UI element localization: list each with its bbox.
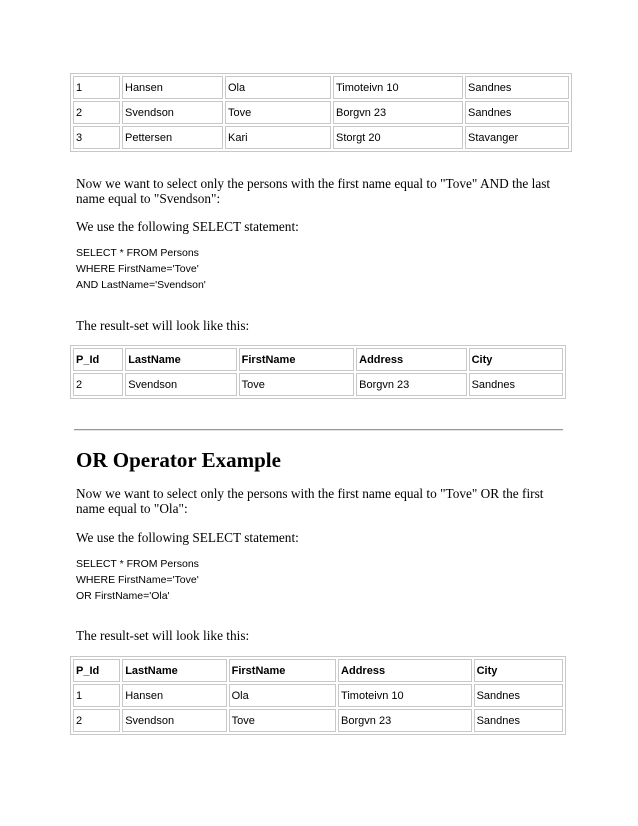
table-cell: 3: [73, 126, 120, 149]
table-cell: Sandnes: [469, 373, 563, 396]
table-row: [73, 126, 569, 149]
and-sql-code: [76, 245, 206, 293]
and-result-table: [70, 345, 566, 399]
table-cell: Sandnes: [465, 76, 569, 99]
table-cell: Tove: [225, 101, 331, 124]
column-header: FirstName: [229, 659, 336, 682]
or-result-table: [70, 656, 566, 735]
table-cell: Timoteivn 10: [333, 76, 463, 99]
section-heading: OR Operator Example: [76, 448, 281, 472]
column-header: City: [469, 348, 563, 371]
column-header: Address: [356, 348, 466, 371]
horizontal-rule: [74, 429, 563, 431]
table-cell: Sandnes: [465, 101, 569, 124]
table-cell: 2: [73, 373, 123, 396]
column-header: LastName: [122, 659, 226, 682]
table-row: [73, 709, 563, 732]
table-cell: Ola: [229, 684, 336, 707]
table-cell: 1: [73, 76, 120, 99]
or-sql-code: [76, 556, 199, 604]
table-cell: 1: [73, 684, 120, 707]
sql-line: AND LastName='Svendson': [76, 279, 206, 291]
table-cell: Sandnes: [474, 709, 563, 732]
table-cell: Svendson: [125, 373, 236, 396]
table-cell: Borgvn 23: [333, 101, 463, 124]
table-cell: Hansen: [122, 76, 223, 99]
column-header: P_Id: [73, 348, 123, 371]
table-row: [73, 101, 569, 124]
column-header: P_Id: [73, 659, 120, 682]
column-header: Address: [338, 659, 472, 682]
column-header: City: [474, 659, 563, 682]
table-cell: Storgt 20: [333, 126, 463, 149]
and-statement-intro: We use the following SELECT statement:: [76, 219, 299, 234]
table-cell: Borgvn 23: [356, 373, 466, 396]
table-cell: 2: [73, 101, 120, 124]
or-statement-intro: We use the following SELECT statement:: [76, 530, 299, 545]
table-cell: Kari: [225, 126, 331, 149]
sql-line: WHERE FirstName='Tove': [76, 263, 199, 275]
table-cell: Tove: [239, 373, 354, 396]
table-cell: Stavanger: [465, 126, 569, 149]
persons-table: [70, 73, 572, 152]
table-cell: Svendson: [122, 709, 226, 732]
column-header: FirstName: [239, 348, 354, 371]
table-cell: 2: [73, 709, 120, 732]
table-cell: Borgvn 23: [338, 709, 472, 732]
table-row: [73, 76, 569, 99]
table-cell: Timoteivn 10: [338, 684, 472, 707]
sql-line: SELECT * FROM Persons: [76, 558, 199, 570]
sql-line: SELECT * FROM Persons: [76, 247, 199, 259]
and-intro-text: Now we want to select only the persons with the first name equal to "Tove" AND the last name equal to "Svendson":: [76, 176, 551, 206]
sql-line: OR FirstName='Ola': [76, 590, 170, 602]
table-cell: Hansen: [122, 684, 226, 707]
or-intro-text: Now we want to select only the persons with the first name equal to "Tove" OR the first name equal to "Ola":: [76, 486, 544, 516]
table-cell: Pettersen: [122, 126, 223, 149]
table-header-row: [73, 348, 563, 371]
table-row: [73, 373, 563, 396]
column-header: LastName: [125, 348, 236, 371]
table-cell: Svendson: [122, 101, 223, 124]
and-result-intro: The result-set will look like this:: [76, 318, 250, 333]
table-row: [73, 684, 563, 707]
sql-line: WHERE FirstName='Tove': [76, 574, 199, 586]
or-result-intro: The result-set will look like this:: [76, 628, 250, 643]
table-cell: Ola: [225, 76, 331, 99]
table-cell: Sandnes: [474, 684, 563, 707]
table-cell: Tove: [229, 709, 336, 732]
table-header-row: [73, 659, 563, 682]
